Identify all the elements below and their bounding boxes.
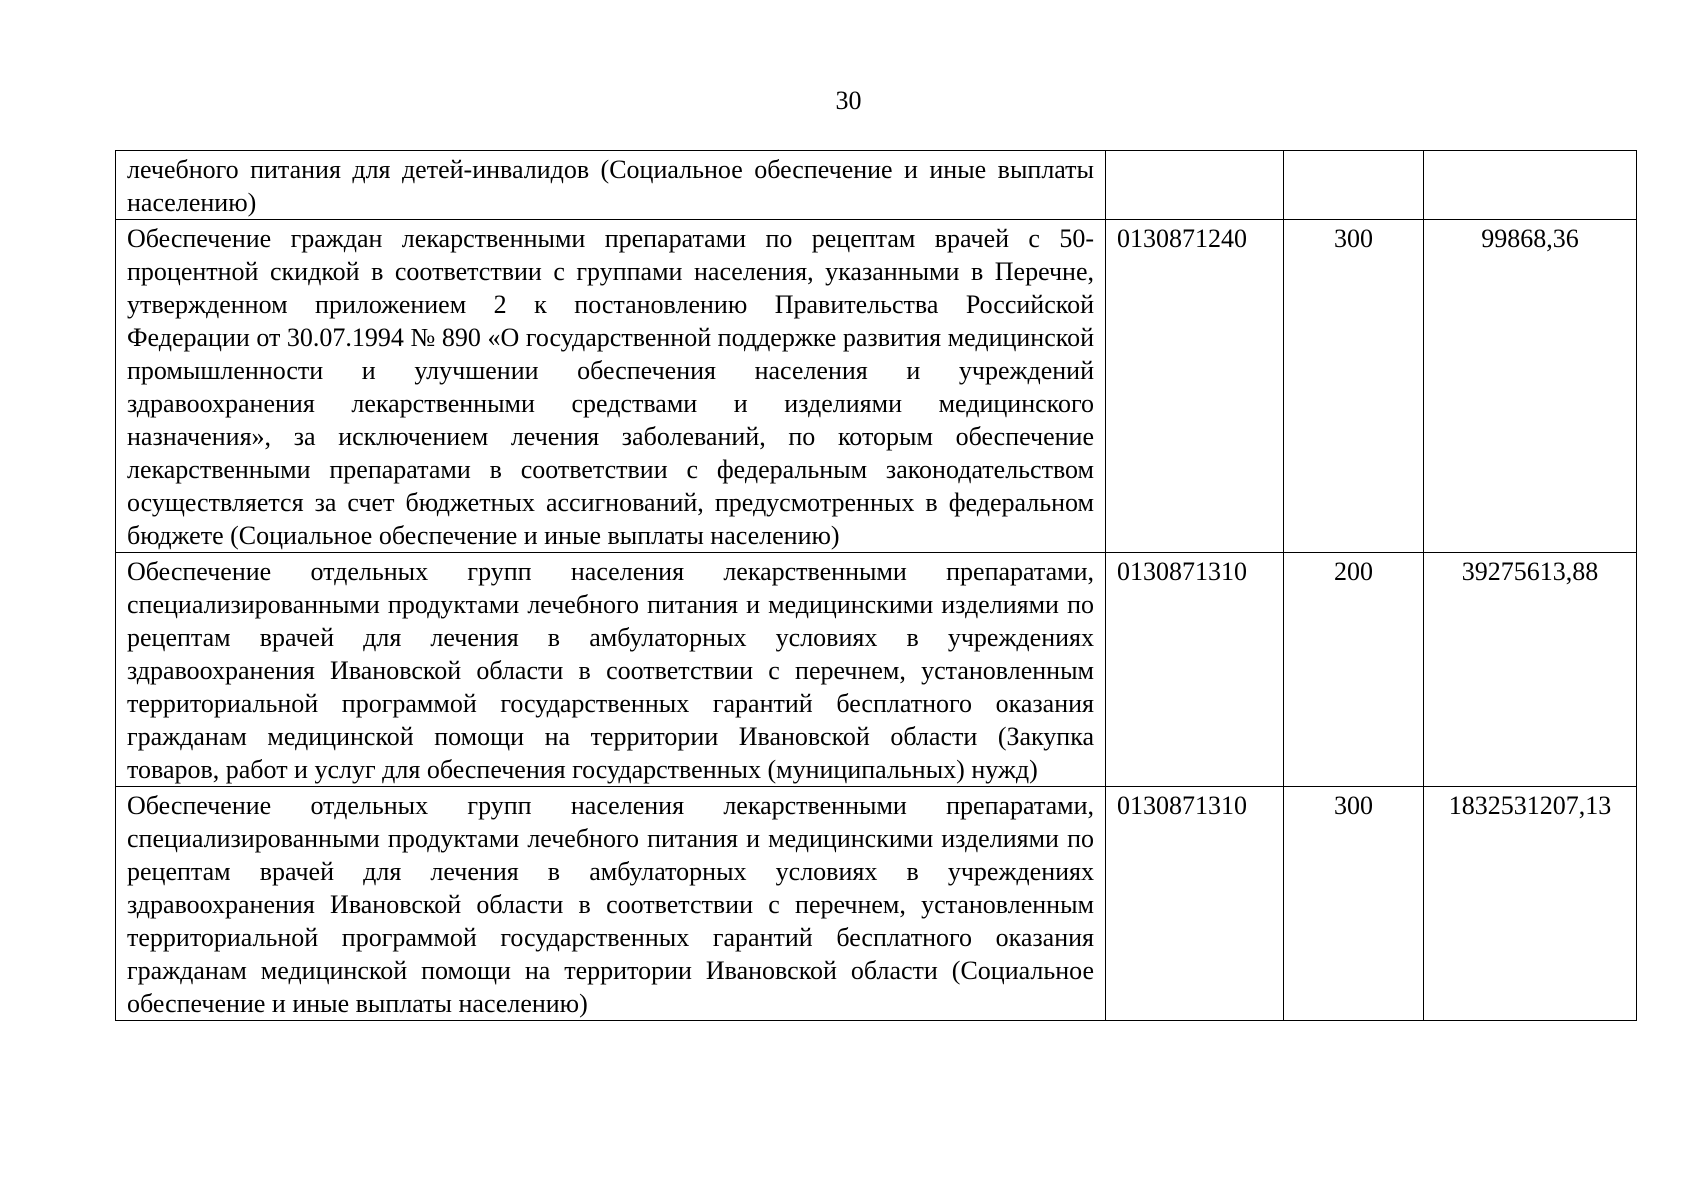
row-expense-type-cell: 200 <box>1284 553 1424 787</box>
budget-table <box>115 150 1637 1021</box>
row-sum-cell: 39275613,88 <box>1424 553 1637 787</box>
table-row <box>116 787 1637 1021</box>
page-number: 30 <box>835 86 862 115</box>
row-name-cell: Обеспечение граждан лекарственными препаратами по рецептам врачей с 50-процентной скидкой в соответствии с группами населения, указанными в Перечне, утвержденном приложением 2 к постановлению Правительства Российской Федерации от 30.07.1994 № 890 «О государственной поддержке развития медицинской промышленности и улучшении обеспечения населения и учреждений здравоохранения лекарственными средствами и изделиями медицинского назначения», за исключением лечения заболеваний, по которым обеспечение лекарственными препаратами в соответствии с федеральным законодательством осуществляется за счет бюджетных ассигнований, предусмотренных в федеральном бюджете (Социальное обеспечение и иные выплаты населению) <box>116 220 1106 553</box>
table-row <box>116 553 1637 787</box>
row-sum-cell <box>1424 151 1637 220</box>
row-name-cell: Обеспечение отдельных групп населения лекарственными препаратами, специализированными продуктами лечебного питания и медицинскими изделиями по рецептам врачей для лечения в амбулаторных условиях в учреждениях здравоохранения Ивановской области в соответствии с перечнем, установленным территориальной программой государственных гарантий бесплатного оказания гражданам медицинской помощи на территории Ивановской области (Закупка товаров, работ и услуг для обеспечения государственных (муниципальных) нужд) <box>116 553 1106 787</box>
table-row <box>116 220 1637 553</box>
table-row <box>116 151 1637 220</box>
row-target-code-cell: 0130871310 <box>1106 553 1284 787</box>
row-target-code-cell <box>1106 151 1284 220</box>
row-target-code-cell: 0130871240 <box>1106 220 1284 553</box>
row-name-cell: лечебного питания для детей-инвалидов (Социальное обеспечение и иные выплаты населению) <box>116 151 1106 220</box>
row-expense-type-cell: 300 <box>1284 220 1424 553</box>
row-name-cell: Обеспечение отдельных групп населения лекарственными препаратами, специализированными продуктами лечебного питания и медицинскими изделиями по рецептам врачей для лечения в амбулаторных условиях в учреждениях здравоохранения Ивановской области в соответствии с перечнем, установленным территориальной программой государственных гарантий бесплатного оказания гражданам медицинской помощи на территории Ивановской области (Социальное обеспечение и иные выплаты населению) <box>116 787 1106 1021</box>
row-sum-cell: 99868,36 <box>1424 220 1637 553</box>
row-expense-type-cell <box>1284 151 1424 220</box>
row-sum-cell: 1832531207,13 <box>1424 787 1637 1021</box>
row-target-code-cell: 0130871310 <box>1106 787 1284 1021</box>
row-expense-type-cell: 300 <box>1284 787 1424 1021</box>
